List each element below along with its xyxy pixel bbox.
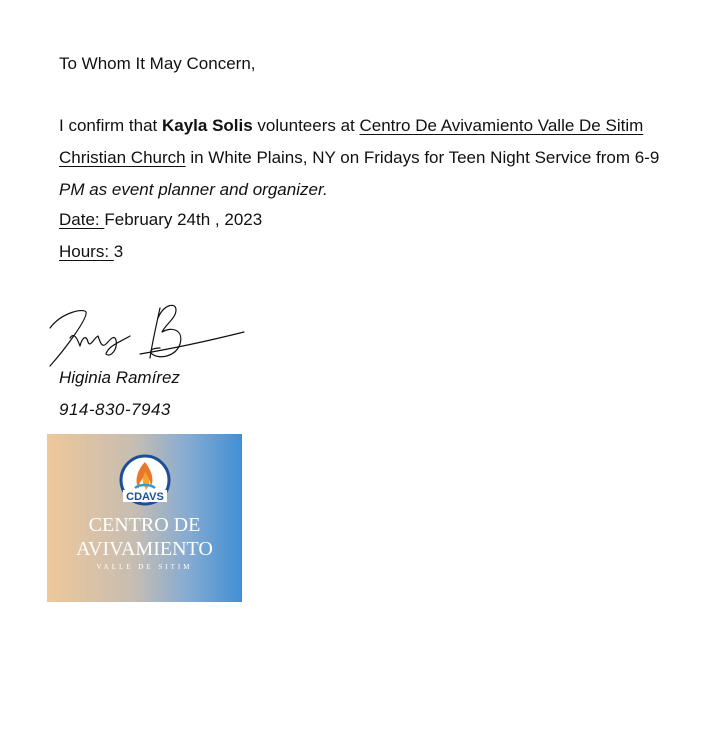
confirmation-line-2 bbox=[59, 148, 659, 168]
date-row bbox=[59, 210, 262, 230]
confirmation-line-1 bbox=[59, 116, 643, 136]
date-value: February 24th , 2023 bbox=[104, 210, 263, 229]
hours-label: Hours: bbox=[59, 242, 114, 261]
volunteer-name: Kayla Solis bbox=[161, 116, 253, 135]
date-label: Date: bbox=[59, 210, 105, 229]
salutation: To Whom It May Concern, bbox=[59, 54, 256, 73]
hours-row bbox=[59, 242, 123, 262]
flame-emblem-icon bbox=[119, 454, 171, 512]
volunteers-at-text: volunteers at bbox=[252, 116, 360, 135]
location-schedule-text: in White Plains, NY on Fridays for Teen Night Service from 6-9 bbox=[185, 148, 660, 167]
church-logo bbox=[47, 434, 242, 602]
handwritten-signature bbox=[44, 298, 249, 370]
signer-phone: 914-830-7943 bbox=[59, 400, 171, 419]
hours-value: 3 bbox=[113, 242, 124, 261]
signer-name: Higinia Ramírez bbox=[59, 368, 180, 387]
role-line: PM as event planner and organizer. bbox=[59, 180, 328, 199]
intro-text: I confirm that bbox=[59, 116, 162, 135]
organization-name-part2: Christian Church bbox=[59, 148, 186, 167]
emblem-text: CDAVS bbox=[126, 491, 164, 503]
logo-subtitle: VALLE DE SITIM bbox=[96, 563, 193, 571]
logo-title-line-2: AVIVAMIENTO bbox=[76, 538, 213, 560]
organization-name-part1: Centro De Avivamiento Valle De Sitim bbox=[359, 116, 644, 135]
logo-title-line-1: CENTRO DE bbox=[88, 514, 201, 536]
